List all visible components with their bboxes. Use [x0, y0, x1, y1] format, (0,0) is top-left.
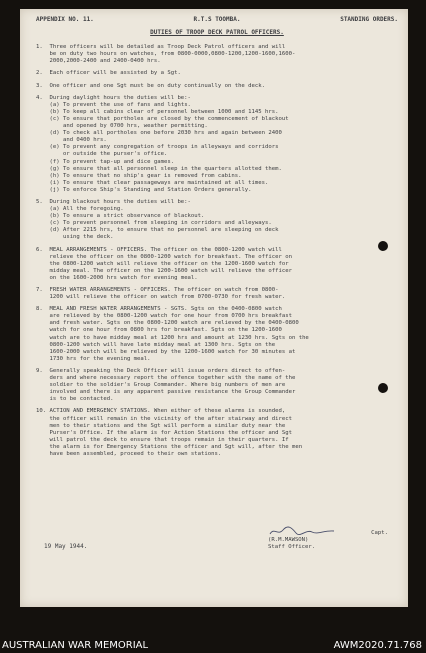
- document-header: [36, 16, 398, 23]
- signatory-rank: Capt.: [371, 530, 388, 536]
- ship-name: R.T.S TOOMBA.: [193, 16, 241, 23]
- paragraph-9: 9. Generally speaking the Deck Officer will issue orders direct to offen- ders and where necessary report the offence together with the name of the soldier to the soldier's Group Commander. Where big numbers of men are involved and there is any apparent passive resistance the Group Commander is to be contacted.: [36, 367, 296, 403]
- order-type: STANDING ORDERS.: [340, 16, 398, 23]
- institution-name: AUSTRALIAN WAR MEMORIAL: [2, 640, 149, 651]
- paragraph-6: 6. MEAL ARRANGEMENTS - OFFICERS. The officer on the 0800-1200 watch will relieve the officer on the 0800-1200 watch for breakfast. The officer on the 0800-1200 watch will relieve the officer on the 1200-1600 watch for midday meal. The officer on the 1200-1600 watch will relieve the officer on the 1600-2000 hrs watch for evening meal.: [36, 246, 292, 281]
- paragraph-2: 2. Each officer will be assisted by a Sgt.: [36, 70, 181, 77]
- paragraph-7: 7. FRESH WATER ARRANGEMENTS - OFFICERS. The officer on watch from 0800- 1200 will relieve the officer on watch from 0700-0730 for fresh water.: [36, 287, 286, 301]
- signatory-name: (R.M.MAWSON): [268, 537, 309, 543]
- document-date: 19 May 1944.: [44, 543, 88, 550]
- handwritten-signature: [268, 525, 338, 537]
- paragraph-4: 4. During daylight hours the duties will be:- (a) To prevent the use of fans and lights. (b) To keep all cabins clear of personnel between 1000 and 1145 hrs. (c) To ensure that portholes are closed by the commencement of blackout and opened by 0700 hrs, weather permitting. (d) To check all portholes one before 2030 hrs and again between 2400 and 0400 hrs. (e) To prevent any congregation of troops in alleyways and corridors or outside the purser's office. (f) To prevent tap-up and dice games. (g) To ensure that all personnel sleep in the quarters allotted them. (h) To ensure that no ship's gear is removed from cabins. (i) To ensure that clear passageways are maintained at all times. (j) To enforce Ship's Standing and Station Orders generally.: [36, 94, 289, 193]
- paragraph-5: 5. During blackout hours the duties will be:- (a) All the foregoing. (b) To ensure a strict observance of blackout. (c) To prevent personnel from sleeping in corridors and alleyways. (d) After 2215 hrs, to ensure that no personnel are sleeping on deck using the deck.: [36, 198, 279, 241]
- paragraph-1: 1. Three officers will be detailed as Troop Deck Patrol officers and will be on duty two hours on watches, from 0800-0000,0800-1200,1200-1600,1600- 2000,2000-2400 and 2400-0400 hrs.: [36, 44, 296, 65]
- paragraph-10: 10. ACTION AND EMERGENCY STATIONS. When either of these alarms is sounded, the officer will remain in the vicinity of the after stairway and direct men to their stations and the Sgt will perform a similar duty near the Purser's Office. If the alarm is for Action Stations the officer and Sgt will patrol the deck to ensure that troops remain in their quarters. If the alarm is for Emergency Stations the officer and Sgt will, after the men have been assembled, proceed to their own stations.: [36, 408, 303, 457]
- signature-block: [268, 525, 388, 551]
- signatory-role: Staff Officer.: [268, 544, 316, 550]
- document-body: [36, 16, 398, 463]
- document-title: DUTIES OF TROOP DECK PATROL OFFICERS.: [150, 29, 284, 37]
- appendix-number: APPENDIX NO. 11.: [36, 16, 94, 23]
- paragraph-8: 8. MEAL AND FRESH WATER ARRANGEMENTS - SGTS. Sgts on the 0400-0800 watch are relieved by the 0800-1200 watch for one hour from 0700 hrs breakfast and fresh water. Sgts on the 0800-1200 watch are relieved by the 0400-0800 watch for one hour from 0800 hrs for breakfast. Sgts on the 1200-1600 watch are to have midday meal at 1200 hrs and amount at 1230 hrs. Sgts on the 0800-1200 watch will have late midday meal at 1300 hrs. Sgts on the 1600-2000 watch will be relieved by the 1200-1600 watch for 30 minutes at 1730 hrs for the evening meal.: [36, 306, 309, 362]
- accession-number: AWM2020.71.768: [333, 640, 422, 651]
- paragraph-3: 3. One officer and one Sgt must be on duty continually on the deck.: [36, 82, 266, 89]
- archive-footer: [0, 617, 426, 653]
